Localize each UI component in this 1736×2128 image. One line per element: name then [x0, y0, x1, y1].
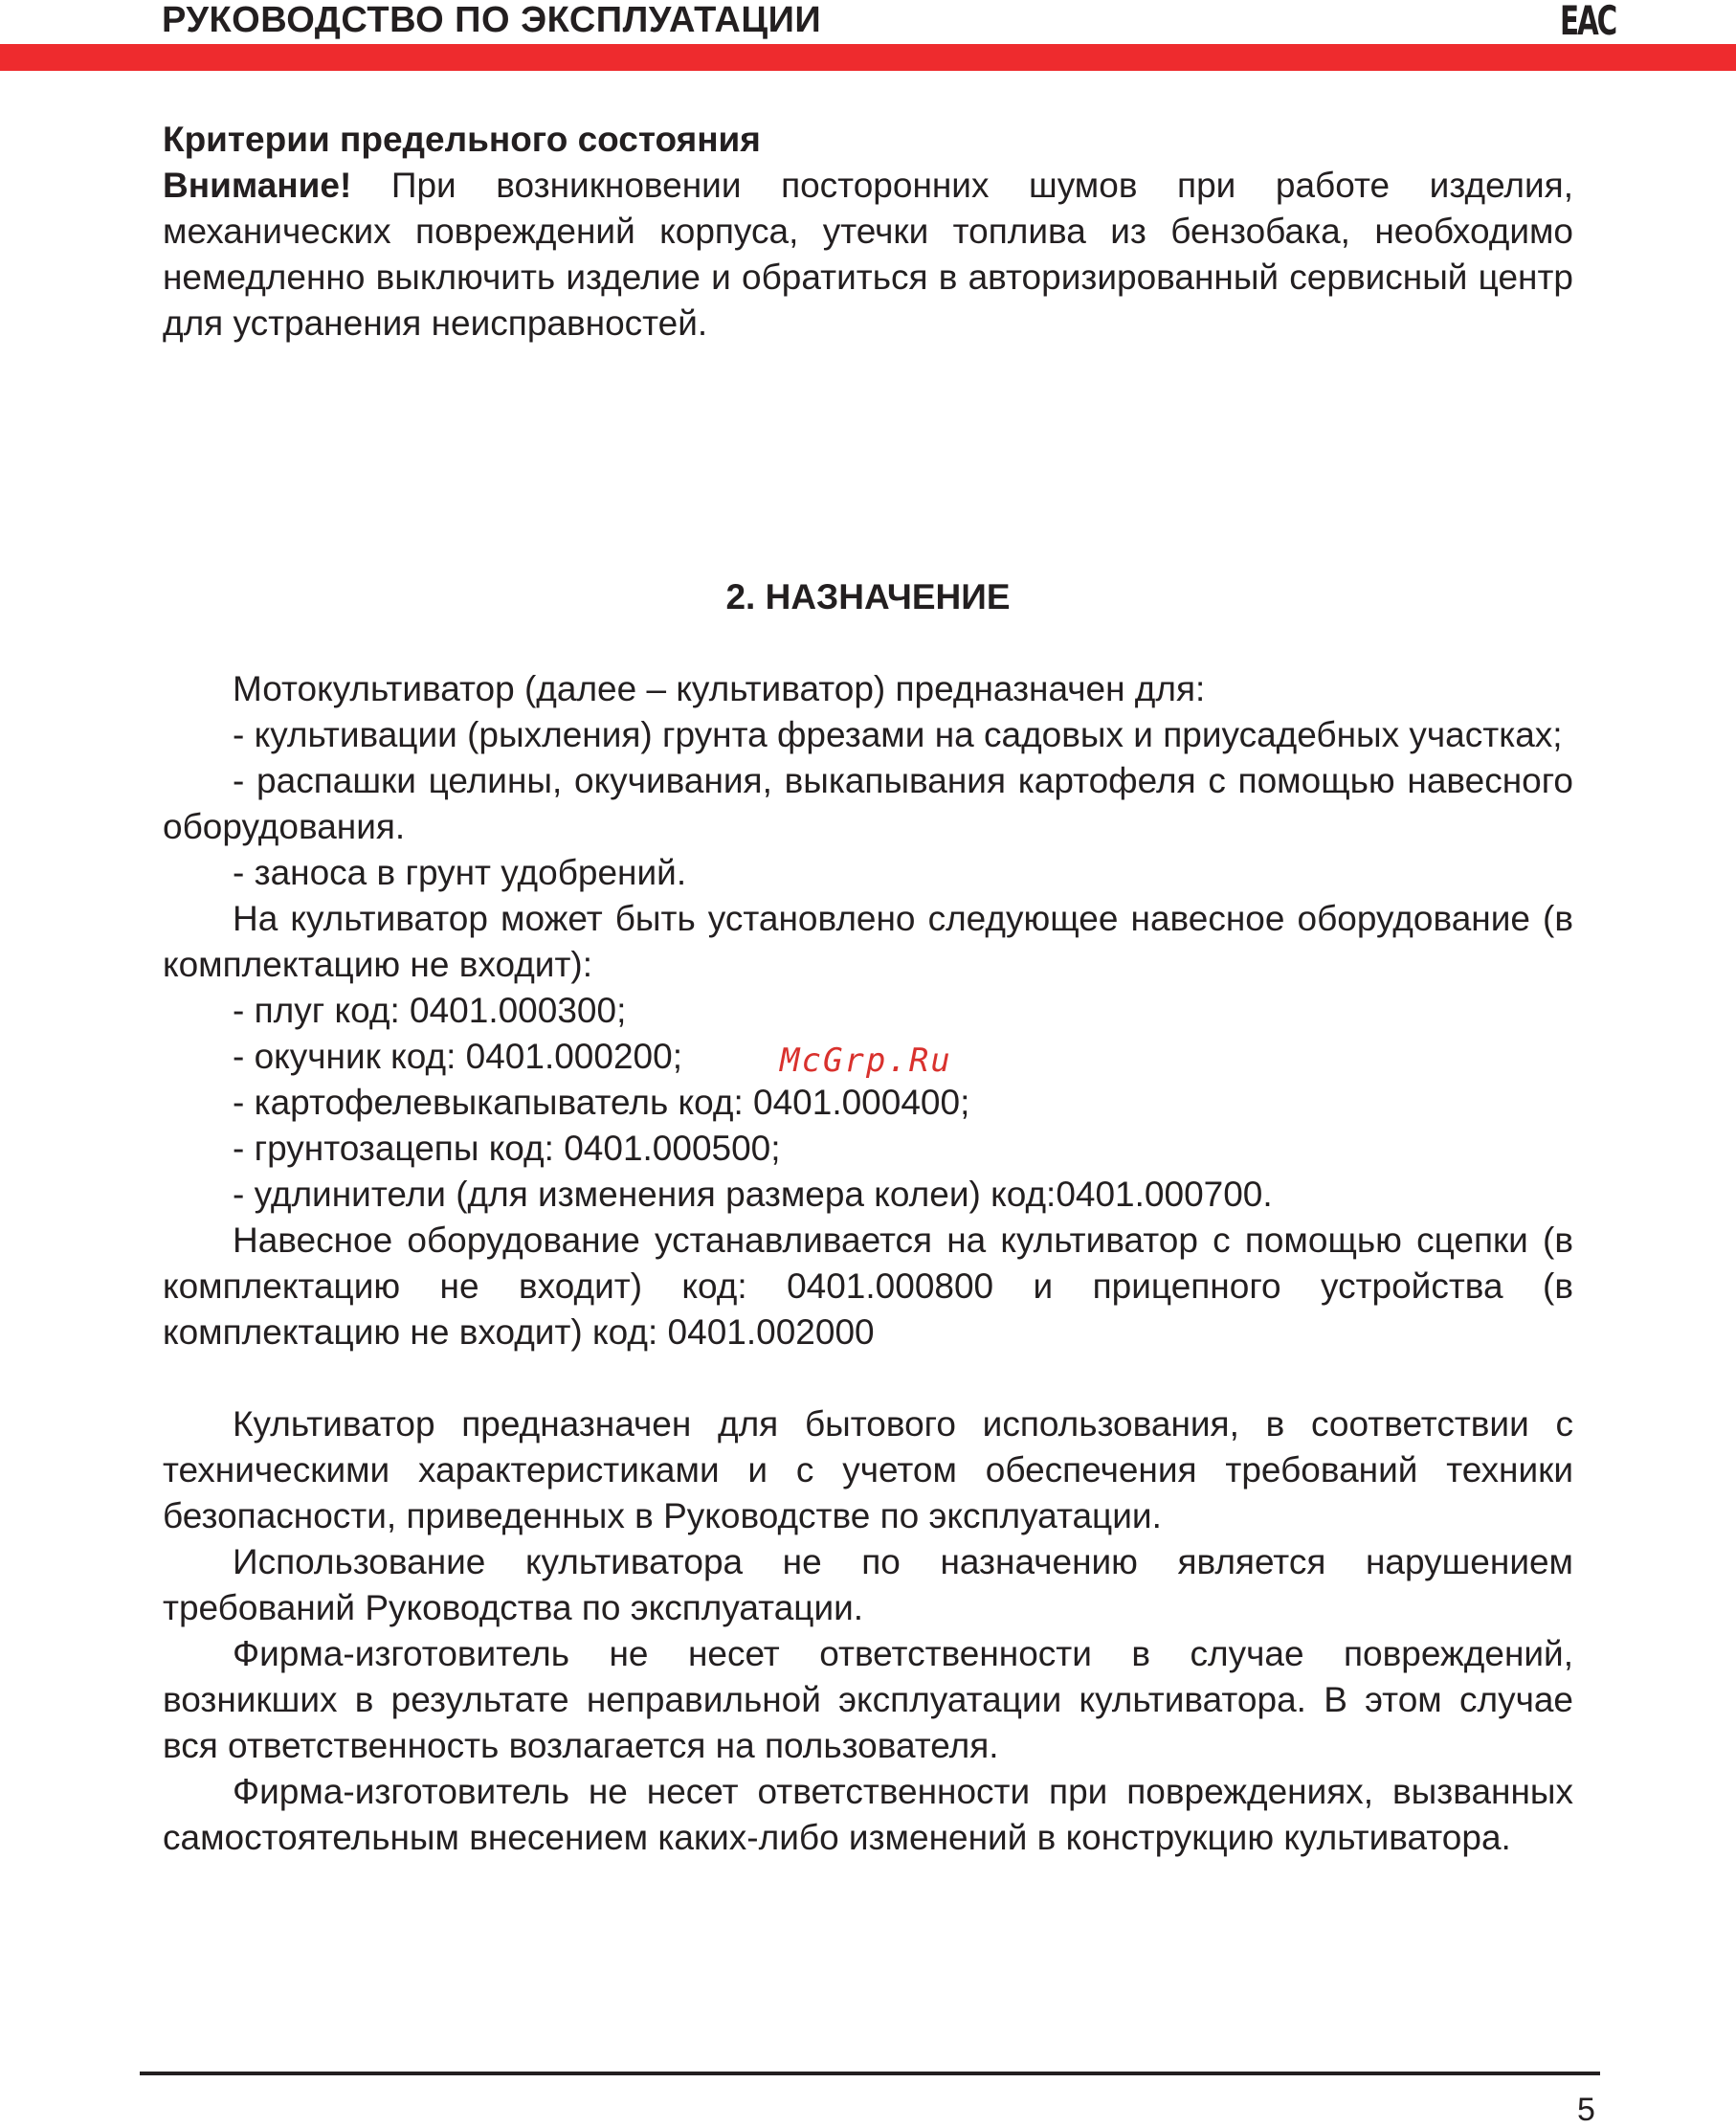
equipment-item: - окучник код: 0401.000200; — [233, 1037, 682, 1076]
purpose-intro: Мотокультиватор (далее – культиватор) предназначен для: — [233, 669, 1206, 708]
modification-paragraph: Фирма-изготовитель не несет ответственности при повреждениях, вызванных самостоятельным внесением каких-либо изменений в конструкцию культиватора. — [163, 1772, 1573, 1857]
misuse-paragraph: Использование культиватора не по назначению является нарушением требований Руководства по эксплуатации. — [163, 1542, 1573, 1627]
mounting-paragraph: Навесное оборудование устанавливается на культиватор с помощью сцепки (в комплектацию не входит) код: 0401.000800 и прицепного устройства (в комплектацию не входит) код: 0401.002000 — [163, 1221, 1573, 1352]
liability-paragraph: Фирма-изготовитель не несет ответственности в случае повреждений, возникших в результате неправильной эксплуатации культиватора. В этом случае вся ответственность возлагается на пользователя. — [163, 1634, 1573, 1765]
paragraph-gap — [163, 1355, 1573, 1401]
limit-state-heading: Критерии предельного состояния — [163, 120, 761, 159]
use-item: - культивации (рыхления) грунта фрезами на садовых и приусадебных участках; — [233, 715, 1563, 754]
document-header-title: РУКОВОДСТВО ПО ЭКСПЛУАТАЦИИ — [162, 0, 822, 40]
warning-paragraph — [163, 163, 1573, 347]
header-red-bar — [0, 44, 1736, 71]
equipment-item: - плуг код: 0401.000300; — [233, 991, 627, 1030]
warning-text: При возникновении посторонних шумов при работе изделия, механических повреждений корпуса, утечки топлива из бензобака, необходимо немедленно выключить изделие и обратиться в авторизированный сервисный центр для устранения неисправностей. — [163, 166, 1573, 343]
equipment-item: - удлинители (для изменения размера колеи) код:0401.000700. — [233, 1175, 1273, 1214]
equipment-item: - картофелевыкапыватель код: 0401.000400; — [233, 1083, 970, 1122]
purpose-section — [163, 574, 1573, 1861]
equipment-item: - грунтозацепы код: 0401.000500; — [233, 1129, 781, 1168]
usage-paragraph: Культиватор предназначен для бытового использования, в соответствии с техническими характеристиками и с учетом обеспечения требований техники безопасности, приведенных в Руководстве по эксплуатации. — [163, 1404, 1573, 1535]
eac-certification-mark: ЕАС — [1560, 0, 1616, 44]
equipment-intro: На культиватор может быть установлено следующее навесное оборудование (в комплектацию не входит): — [163, 899, 1573, 984]
warning-label: Внимание! — [163, 166, 352, 205]
limit-state-section — [163, 117, 1573, 347]
purpose-heading: 2. НАЗНАЧЕНИЕ — [725, 577, 1011, 616]
use-item: - заноса в грунт удобрений. — [233, 853, 687, 892]
site-watermark: McGrp.Ru — [780, 1042, 952, 1080]
footer-divider — [140, 2072, 1600, 2075]
use-item: - распашки целины, окучивания, выкапывания картофеля с помощью навесного оборудования. — [163, 761, 1573, 846]
page-number: 5 — [1577, 2092, 1595, 2128]
